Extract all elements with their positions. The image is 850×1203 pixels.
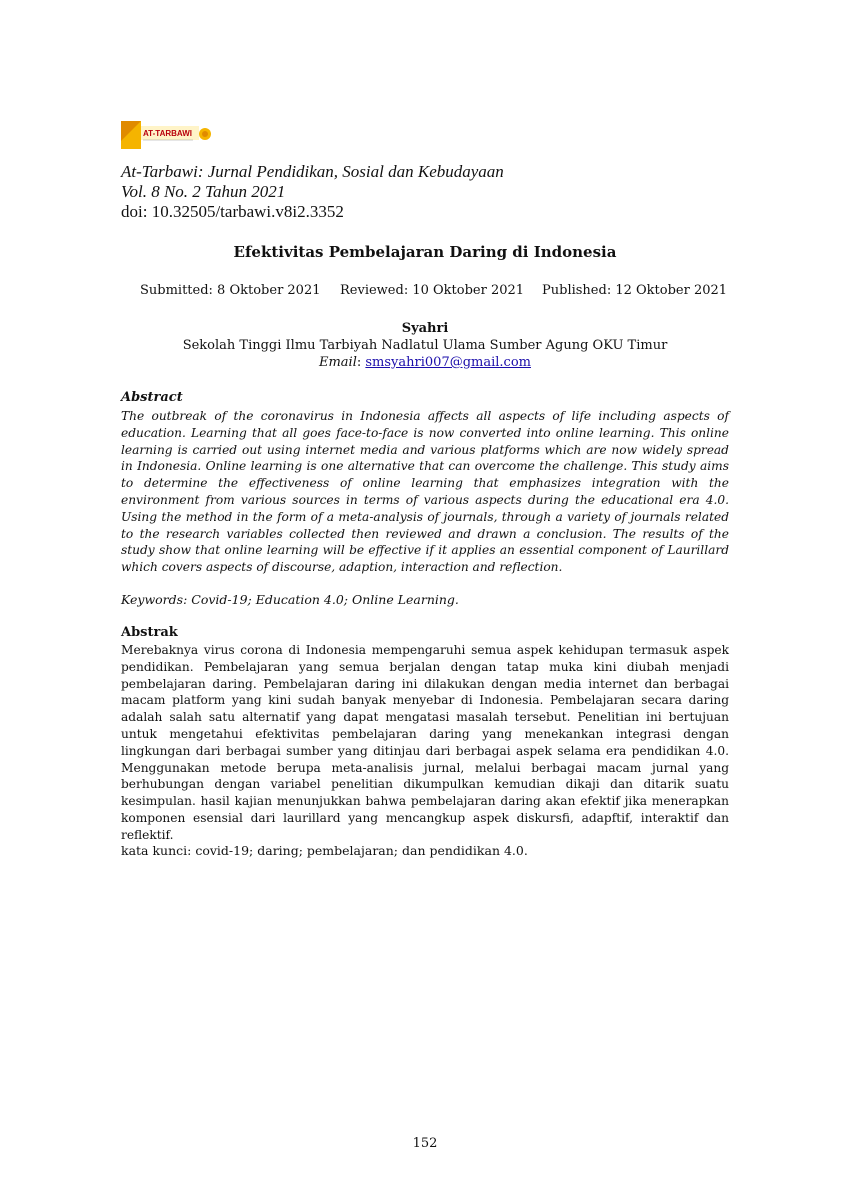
- abstrak-heading: Abstrak: [121, 625, 178, 640]
- author-name: Syahri: [401, 321, 449, 336]
- journal-name: At-Tarbawi: Jurnal Pendidikan, Sosial dan Kebudayaan: [121, 162, 504, 181]
- submitted-date: Submitted: 8 Oktober 2021: [140, 283, 321, 298]
- journal-volume: Vol. 8 No. 2 Tahun 2021: [121, 182, 286, 201]
- page-number: 152: [412, 1136, 438, 1151]
- author-block: [121, 320, 729, 371]
- reviewed-date: Reviewed: 10 Oktober 2021: [340, 283, 525, 298]
- abstrak-keywords: kata kunci: covid-19; daring; pembelajaran; dan pendidikan 4.0.: [121, 843, 528, 858]
- abstract-body: The outbreak of the coronavirus in Indonesia affects all aspects of life including aspects of education. Learning that all goes face-to-face is now converted into online learning. This online learning is carried out using internet media and various platforms which are now widely spread in Indonesia. Online learning is one alternative that can overcome the challenge. This study aims to determine the effectiveness of online learning that emphasizes integration with the environment from various sources in terms of various aspects during the educational era 4.0. Using the method in the form of a meta-analysis of journals, through a variety of journals related to the research variables collected then reviewed and drawn a conclusion. The results of the study show that online learning will be effective if it applies an essential component of Laurillard which covers aspects of discourse, adaption, interaction and reflection.: [121, 409, 729, 575]
- author-email-line: Email: smsyahri007@gmail.com: [318, 355, 531, 370]
- logo-graphic: [121, 121, 221, 149]
- abstrak-body: Merebaknya virus corona di Indonesia mempengaruhi semua aspek kehidupan termasuk aspek pendidikan. Pembelajaran yang semua berjalan dengan tatap muka kini diubah menjadi pembelajaran daring. Pembelajaran daring ini dilakukan dengan media internet dan berbagai macam platform yang kini sudah banyak menyebar di Indonesia. Pembelajaran secara daring adalah salah satu alternatif yang dapat mengatasi masalah tersebut. Penelitian ini bertujuan untuk mengetahui efektivitas pembelajaran daring yang menekankan integrasi dengan lingkungan dari berbagai sumber yang ditinjau dari berbagai aspek selama era pendidikan 4.0. Menggunakan metode berupa meta-analisis jurnal, melalui berbagai macam jurnal yang berhubungan dengan variabel penelitian dikumpulkan kemudian dikaji dan ditarik suatu kesimpulan. hasil kajian menunjukkan bahwa pembelajaran daring akan efektif jika menerapkan komponen esensial dari laurillard yang mencangkup aspek diskursfi, adapftif, interaktif dan reflektif.: [121, 643, 729, 842]
- email-label: Email: [318, 355, 357, 370]
- article-title: Efektivitas Pembelajaran Daring di Indonesia: [233, 243, 617, 261]
- journal-logo: [121, 121, 221, 149]
- author-email-link[interactable]: smsyahri007@gmail.com: [365, 355, 531, 370]
- abstract-heading: Abstract: [121, 390, 183, 405]
- author-affiliation: Sekolah Tinggi Ilmu Tarbiyah Nadlatul Ulama Sumber Agung OKU Timur: [182, 338, 668, 353]
- published-date: Published: 12 Oktober 2021: [542, 283, 728, 298]
- journal-header: [121, 162, 741, 222]
- logo-text: AT-TARBAWI: [143, 129, 193, 138]
- abstract-keywords: Keywords: Covid-19; Education 4.0; Online Learning.: [121, 592, 459, 607]
- journal-doi: doi: 10.32505/tarbawi.v8i2.3352: [121, 202, 344, 221]
